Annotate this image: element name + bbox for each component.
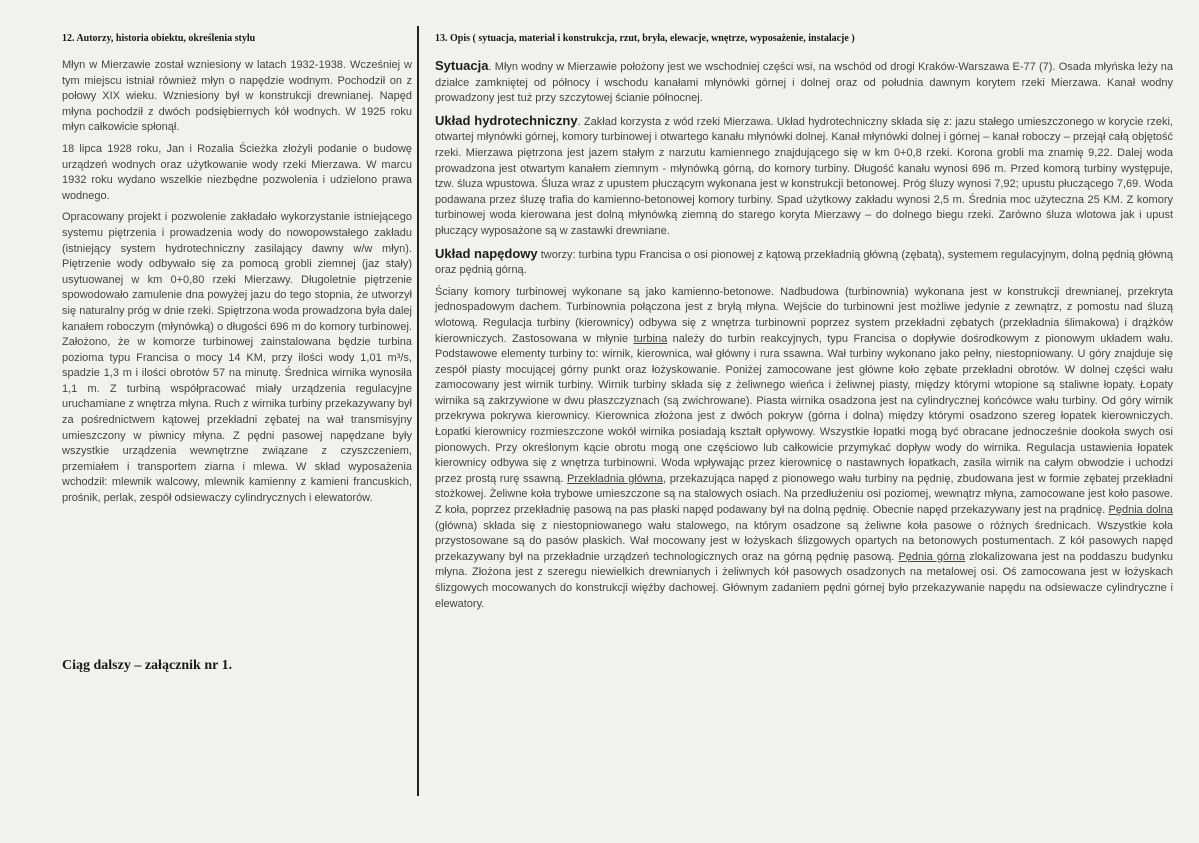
history-paragraph-3: Opracowany projekt i pozwolenie zakładało wykorzystanie istniejącego systemu piętrzenia i prowadzenia wody do nowopowstałego zakładu (istniejący system hydrotechniczny zasilający dawny w/w młyn). Piętrzenie wody odbywało się za pomocą grobli ziemnej (jaz stały) usytuowanej w km 0+0,80 rzeki Mierzawy. Długoletnie piętrzenie spowodowało zamulenie dna powyżej jazu do tego stopnia, że utworzył się naturalny próg w dnie rzeki. Spiętrzona woda prowadzona była dalej kanałem roboczym (młynówką) o długości 696 m do komory turbinowej. Założono, że w komorze turbinowej zainstalowana będzie turbina pozioma typu Francisa o mocy 14 KM, przy ilości wody 1,01 m³/s, spadzie 1,3 m i ilości obrotów 57 na minutę. Średnica wirnika wynosiła 1,1 m. Z turbiną współpracować miały urządzenia regulacyjne uruchamiane z wnętrza młyna. Ruch z wirnika turbiny przekazywany był za pośrednictwem kątowej przekładni zębatej na wał transmisyjny umieszczony w piwnicy młyna. Z pędni pasowej napędzane były wszystkie urządzenia wewnętrzne związane z czyszczeniem, przemiałem i transportem ziarna i mlewa. W skład wyposażenia wchodził: mlewnik walcowy, mlewnik kamienny z kamieni francuskich, prośnik, perlak, zespół odsiewaczy cylindrycznych i elewatorów.: [62, 211, 412, 505]
hydro-text: . Zakład korzysta z wód rzeki Mierzawa. Układ hydrotechniczny składa się z: jazu stałego umieszczonego w korycie rzeki, otwartej młynówki górnej, komory turbinowej i otwartego kanału młynówki dolnej. Kanał młynówki dolnej i górnej – kanał roboczy – przejął całą objętość rzeki. Mierzawa piętrzona jest jazem stałym z narzutu kamiennego znajdującego się w km 0+0,8 rzeki. Korona grobli ma znamię 9,22. Dalej woda prowadzona jest otwartym kanałem ziemnym - młynówką górną, do komory turbiny. Długość kanału wynosi 696 m. Przed komorą turbiny występuje, tzw. śluza wpustowa. Śluza wraz z upustem płuczącym wykonana jest w konstrukcji betonowej. Próg śluzy wynosi 7,92; upustu płuczącego 7,69. Woda podawana przez śluzę trafia do kamienno-betonowej komory turbiny. Spad użytkowy zakładu wynosi 2,5 m. Średnia moc użyteczna 25 KM. Z komory turbinowej woda kierowana jest dolną młynówką ziemną do starego koryta Mierzawy – do dolnego biegu rzeki. Zarówno śluza wlotowa jak i upust płuczący wyposażone są w zastawki drewniane.: [435, 115, 1173, 237]
history-paragraph-2: 18 lipca 1928 roku, Jan i Rozalia Ścieżka złożyli podanie o budowę urządzeń wodnych oraz użytkowanie wody rzeki Mierzawa. W marcu 1932 roku wydano wszelkie niezbędne pozwolenia i udzielono prawa wodnego.: [62, 142, 412, 202]
section-12-body: [62, 58, 412, 513]
pednia-dolna-term: Pędnia dolna: [1108, 504, 1173, 517]
continuation-note: Ciąg dalszy – załącznik nr 1.: [62, 658, 233, 673]
przekladnia-glowna-term: Przekładnia główna: [567, 472, 664, 485]
hydro-lead: Układ hydrotechniczny: [435, 112, 578, 128]
construction-text-c: , przekazująca napęd z pionowego wału turbiny na pędnię, zbudowana jest w formie zębatej przekładni stożkowej. Żeliwne koła trybowe umieszczone są na stalowych osiach. Na przedłużeniu osi poziomej, wewnątrz młyna, zamocowane jest koło pasowe. Z koła, poprzez przekładnię pasową na pas płaski napęd podawany był na dolną pędnię. Obecnie napęd przekazywany jest na prądnicę.: [435, 472, 1173, 517]
construction-text-a: Ściany komory turbinowej wykonane są jako kamienno-betonowe. Nadbudowa (turbinownia) wykonana jest w konstrukcji drewnianej, przekryta jednospadowym dachem. Turbinownia połączona jest z bryłą młyna. Wejście do turbinowni jest możliwe jedynie z zewnątrz, z pomostu nad śluzą wlotową. Regulacja turbiny (kierownicy) odbywa się z wnętrza turbinowni poprzez system przekładni zębatych (przekładnia ślimakowa) i drążków kierowniczych. Zastosowana w młynie: [435, 285, 1173, 345]
turbina-term: turbina: [633, 332, 668, 345]
naped-lead: Układ napędowy: [435, 245, 538, 261]
section-12-heading: 12. Autorzy, historia obiektu, określenia stylu: [62, 33, 256, 44]
naped-text: tworzy: turbina typu Francisa o osi pionowej z kątową przekładnią główną (zębatą), systemem regulacyjnym, dolną pędnią główną oraz pędnią górną.: [435, 248, 1174, 277]
section-13-body: [435, 58, 1173, 618]
sytuacja-lead: Sytuacja: [435, 58, 489, 73]
construction-paragraph: [435, 285, 1173, 612]
naped-paragraph: [435, 246, 1173, 279]
sytuacja-paragraph: [435, 58, 1173, 107]
pednia-gorna-term: Pędnia górna: [898, 550, 966, 563]
column-divider: [417, 26, 419, 796]
section-13-heading: 13. Opis ( sytuacja, materiał i konstrukcja, rzut, bryła, elewacje, wnętrze, wyposażenie, instalacje ): [435, 33, 855, 44]
construction-text-d: (główna) składa się z niestopniowanego wału stalowego, na którym osadzone są żeliwne koła pasowe o różnych średnicach. Wszystkie koła przystosowane są do pasów płaskich. Wał mocowany jest w łożyskach ślizgowych opartych na betonowych postumentach. Z kół pasowych napęd przekazywany był na przekładnie urządzeń technologicznych oraz na górną pędnię pasową.: [435, 519, 1173, 563]
construction-text-e: zlokalizowana jest na poddaszu budynku młyna. Złożona jest z szeregu niewielkich drewnianych i żeliwnych kół pasowych osadzonych na metalowej osi. Oś zamocowana jest w łożyskach ślizgowych mocowanych do konstrukcji więźby dachowej. Głównym zadaniem pędni górnej było przekazywanie napędu na odsiewacze cylindryczne i elewatory.: [435, 550, 1173, 610]
construction-text-b: należy do turbin reakcyjnych, typu Francisa o dopływie dośrodkowym z pionowym układem wału. Podstawowe elementy turbiny to: wirnik, kierownica, wał główny i rura ssawna. Wał turbiny wykonano jako pełny, niestopniowany. U góry znajduje się zespół piasty mocującej górny punkt oraz łożyskowanie. Poniżej zamocowane jest główne koło zębate przekładni obrotów. W dolnej części wału zamocowany jest wirnik turbiny. Wirnik turbiny składa się z żeliwnego wieńca i żeliwnej piasty, między którymi wtopione są staliwne łopaty. Łopaty wirnika są zakrzywione w dwu płaszczyznach (są zwichrowane). Piasta wirnika osadzona jest na cylindrycznej końcówce wału turbiny. Od góry wirnik przekrywa pokrywa kierownicy. Kierownica złożona jest z dwóch pokryw (górna i dolna) między którymi osadzono szereg łopatek kierowniczych. Łopatki kierownicy rozmieszczone wokół wirnika posiadają kształt opływowy. Wszystkie łopatki mogą być obracane jednocześnie dookoła swych osi pionowych. Przy określonym kącie obrotu mogą one częściowo lub całkowicie przymykać dopływ wody do wirnika. Regulacja ustawienia łopatek kierownicy odbywa się z wnętrza turbinowni. Woda wpływając przez kierownicę o nastawnych łopatkach, zasila wirnik na całym obwodzie i uchodzi przez prostą rurę ssawną.: [435, 332, 1173, 485]
hydro-paragraph: [435, 113, 1173, 240]
sytuacja-text: . Młyn wodny w Mierzawie położony jest we wschodniej części wsi, na wschód od drogi Kraków-Warszawa E-77 (7). Osada młyńska leży na działce zamkniętej od północy i wschodu kanałami młynówki górnej i dolnej oraz od południa dawnym korytem rzeki Mierzawa. Kanał wodny prowadzony jest tuż przy szczytowej ścianie północnej.: [435, 61, 1173, 105]
history-paragraph-1: Młyn w Mierzawie został wzniesiony w latach 1932-1938. Wcześniej w tym miejscu istniał również młyn o napędzie wodnym. Pochodził on z połowy XIX wieku. Wzniesiony był w konstrukcji drewnianej. Napęd młyna pochodził z dwóch podsiębiernych kół wodnych. W 1925 roku młyn całkowicie spłonął.: [62, 59, 412, 134]
